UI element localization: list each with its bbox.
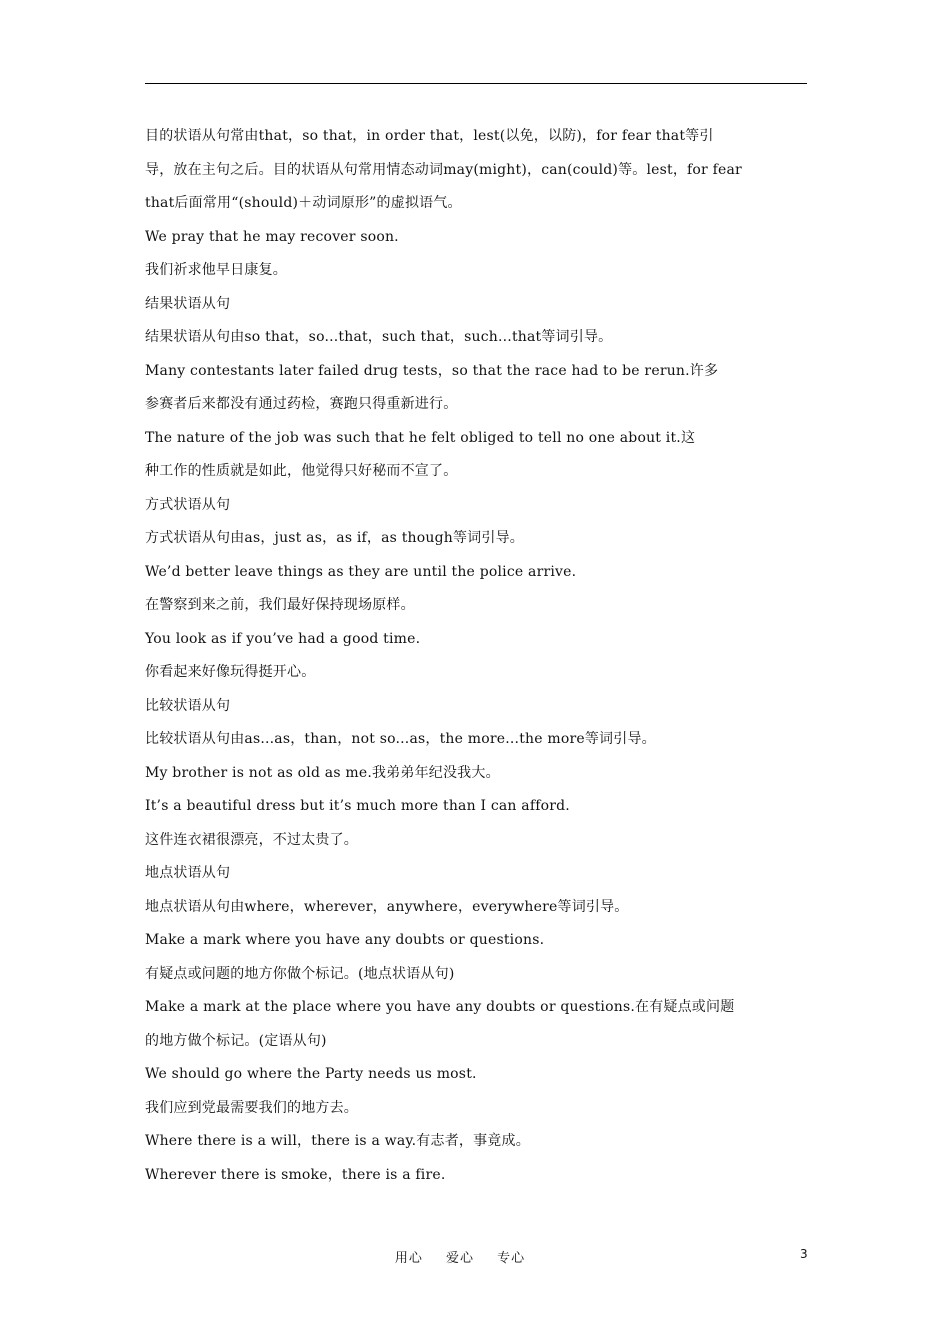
text-line: Wherever there is smoke，there is a fire.: [145, 1166, 446, 1183]
text-line: Make a mark at the place where you have any doubts or questions.在有疑点或问题: [145, 999, 735, 1015]
text-line: We pray that he may recover soon.: [145, 228, 399, 245]
text-line: Where there is a will，there is a way.有志者，事竟成。: [145, 1133, 530, 1149]
text-line: 在警察到来之前，我们最好保持现场原样。: [145, 597, 415, 613]
text-line: 我们祈求他早日康复。: [145, 262, 287, 278]
text-line: 结果状语从句由so that，so...that，such that，such...that等词引导。: [145, 329, 613, 345]
page-footer: [0, 1247, 950, 1267]
section-heading: 比较状语从句: [145, 697, 231, 714]
text-line: 我们应到党最需要我们的地方去。: [145, 1099, 358, 1116]
section-heading: 方式状语从句: [145, 496, 231, 513]
footer-motto-item: 用心: [394, 1251, 423, 1266]
text-line: My brother is not as old as me.我弟弟年纪没我大。: [145, 764, 500, 781]
text-line: 参赛者后来都没有通过药检，赛跑只得重新进行。: [145, 396, 458, 412]
page-number: 3: [800, 1247, 808, 1261]
text-line: You look as if you’ve had a good time.: [145, 630, 421, 647]
header-rule: [145, 83, 807, 84]
text-line: We’d better leave things as they are until the police arrive.: [145, 563, 577, 580]
text-line: 导，放在主句之后。目的状语从句常用情态动词may(might)，can(could)等。lest，for fear: [145, 161, 742, 178]
text-line: that后面常用“(should)＋动词原形”的虚拟语气。: [145, 195, 462, 211]
text-line: 比较状语从句由as...as，than，not so...as，the more...the more等词引导。: [145, 731, 656, 747]
footer-motto-item: 爱心: [445, 1251, 474, 1266]
text-line: 目的状语从句常由that，so that，in order that，lest(以免，以防)，for fear that等引: [145, 128, 714, 144]
text-line: 种工作的性质就是如此，他觉得只好秘而不宣了。: [145, 463, 458, 479]
footer-motto-item: 专心: [497, 1251, 526, 1266]
text-line: 你看起来好像玩得挺开心。: [145, 664, 316, 680]
section-heading: 结果状语从句: [145, 295, 231, 312]
text-line: Make a mark where you have any doubts or questions.: [145, 932, 545, 948]
text-line: 方式状语从句由as，just as，as if，as though等词引导。: [145, 530, 524, 546]
section-heading: 地点状语从句: [145, 865, 231, 881]
text-line: It’s a beautiful dress but it’s much more than I can afford.: [145, 798, 570, 814]
text-line: 的地方做个标记。(定语从句): [145, 1032, 327, 1049]
text-line: 这件连衣裙很漂亮，不过太贵了。: [145, 831, 358, 848]
text-line: 地点状语从句由where，wherever，anywhere，everywhere等词引导。: [145, 898, 629, 915]
text-line: We should go where the Party needs us most.: [145, 1066, 477, 1082]
document-body: [145, 120, 807, 1192]
text-line: Many contestants later failed drug tests，so that the race had to be rerun.许多: [145, 362, 719, 379]
text-line: The nature of the job was such that he felt obliged to tell no one about it.这: [145, 429, 696, 446]
text-line: 有疑点或问题的地方你做个标记。(地点状语从句): [145, 965, 455, 982]
footer-motto: [0, 1247, 920, 1266]
